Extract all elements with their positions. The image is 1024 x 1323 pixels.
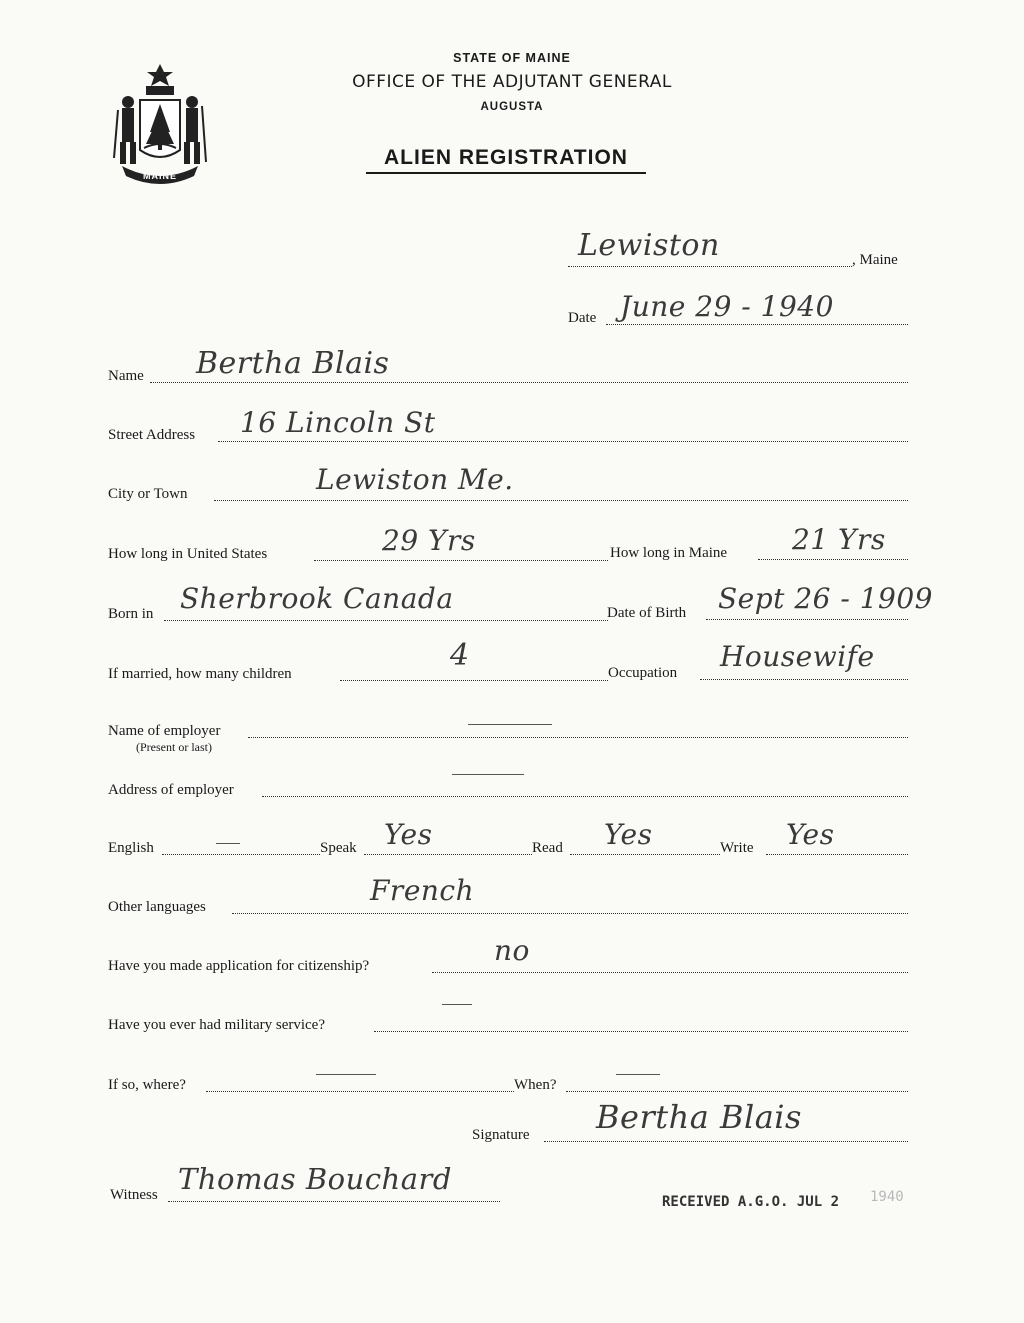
children-value: 4: [450, 638, 470, 673]
place-suffix: , Maine: [852, 252, 898, 268]
date-of-birth-line: [706, 619, 908, 620]
street-address-line: [218, 441, 908, 442]
where-blank-mark: [316, 1074, 376, 1075]
born-in-value: Sherbrook Canada: [180, 582, 454, 615]
place-value: Lewiston: [578, 228, 720, 263]
city-or-town-line: [214, 500, 908, 501]
citizenship-line: [432, 972, 908, 973]
other-languages-line: [232, 913, 908, 914]
children-line: [340, 680, 608, 681]
signature-label: Signature: [472, 1127, 530, 1143]
read-label: Read: [532, 840, 563, 856]
born-in-line: [164, 620, 608, 621]
state-heading: STATE OF MAINE: [453, 51, 571, 65]
employer-address-blank-mark: [452, 774, 524, 775]
how-long-maine-line: [758, 559, 908, 560]
signature-line: [544, 1141, 908, 1142]
speak-line: [364, 854, 532, 855]
employer-name-line: [248, 737, 908, 738]
english-line: [162, 854, 320, 855]
military-line: [374, 1031, 908, 1032]
where-line: [206, 1091, 514, 1092]
city-or-town-label: City or Town: [108, 486, 188, 502]
seal-text: MAINE: [143, 171, 177, 181]
office-heading: OFFICE OF THE ADJUTANT GENERAL: [352, 72, 672, 92]
date-label: Date: [568, 310, 597, 326]
write-value: Yes: [786, 818, 835, 851]
when-line: [566, 1091, 908, 1092]
employer-address-line: [262, 796, 908, 797]
witness-label: Witness: [110, 1187, 158, 1203]
signature-value: Bertha Blais: [596, 1098, 802, 1136]
english-label: English: [108, 840, 154, 856]
received-stamp-year: 1940: [870, 1189, 904, 1205]
how-long-maine-label: How long in Maine: [610, 545, 728, 561]
how-long-us-value: 29 Yrs: [382, 524, 476, 557]
speak-value: Yes: [384, 818, 433, 851]
name-value: Bertha Blais: [196, 346, 390, 381]
children-label: If married, how many children: [108, 666, 292, 682]
street-address-value: 16 Lincoln St: [240, 406, 436, 439]
when-blank-mark: [616, 1074, 660, 1075]
witness-line: [168, 1201, 500, 1202]
received-stamp: RECEIVED A.G.O. JUL 2: [662, 1194, 840, 1210]
employer-address-label: Address of employer: [108, 782, 234, 798]
other-languages-value: French: [370, 874, 475, 907]
speak-label: Speak: [320, 840, 357, 856]
citizenship-value: no: [494, 934, 530, 967]
employer-name-label: Name of employer: [108, 723, 221, 739]
name-line: [150, 382, 908, 383]
name-label: Name: [108, 368, 144, 384]
occupation-value: Housewife: [720, 640, 875, 673]
date-of-birth-value: Sept 26 - 1909: [718, 582, 933, 615]
english-blank-mark: [216, 843, 240, 844]
born-in-label: Born in: [108, 606, 154, 622]
citizenship-label: Have you made application for citizenship?: [108, 958, 370, 974]
employer-name-blank-mark: [468, 724, 552, 725]
where-label: If so, where?: [108, 1077, 186, 1093]
witness-value: Thomas Bouchard: [178, 1162, 452, 1196]
how-long-maine-value: 21 Yrs: [792, 523, 886, 556]
form-title: ALIEN REGISTRATION: [366, 146, 646, 174]
when-label: When?: [514, 1077, 557, 1093]
occupation-line: [700, 679, 908, 680]
military-blank-mark: [442, 1004, 472, 1005]
how-long-us-line: [314, 560, 608, 561]
city-or-town-value: Lewiston Me.: [316, 463, 514, 496]
date-line: [606, 324, 908, 325]
read-value: Yes: [604, 818, 653, 851]
other-languages-label: Other languages: [108, 899, 206, 915]
city-heading: AUGUSTA: [480, 101, 544, 113]
write-label: Write: [720, 840, 754, 856]
how-long-us-label: How long in United States: [108, 546, 268, 562]
place-line: [568, 266, 852, 267]
employer-name-sublabel: (Present or last): [136, 740, 212, 754]
write-line: [766, 854, 908, 855]
military-label: Have you ever had military service?: [108, 1017, 325, 1033]
read-line: [570, 854, 720, 855]
date-of-birth-label: Date of Birth: [607, 605, 687, 621]
street-address-label: Street Address: [108, 427, 196, 443]
occupation-label: Occupation: [608, 665, 678, 681]
date-value: June 29 - 1940: [620, 290, 834, 323]
